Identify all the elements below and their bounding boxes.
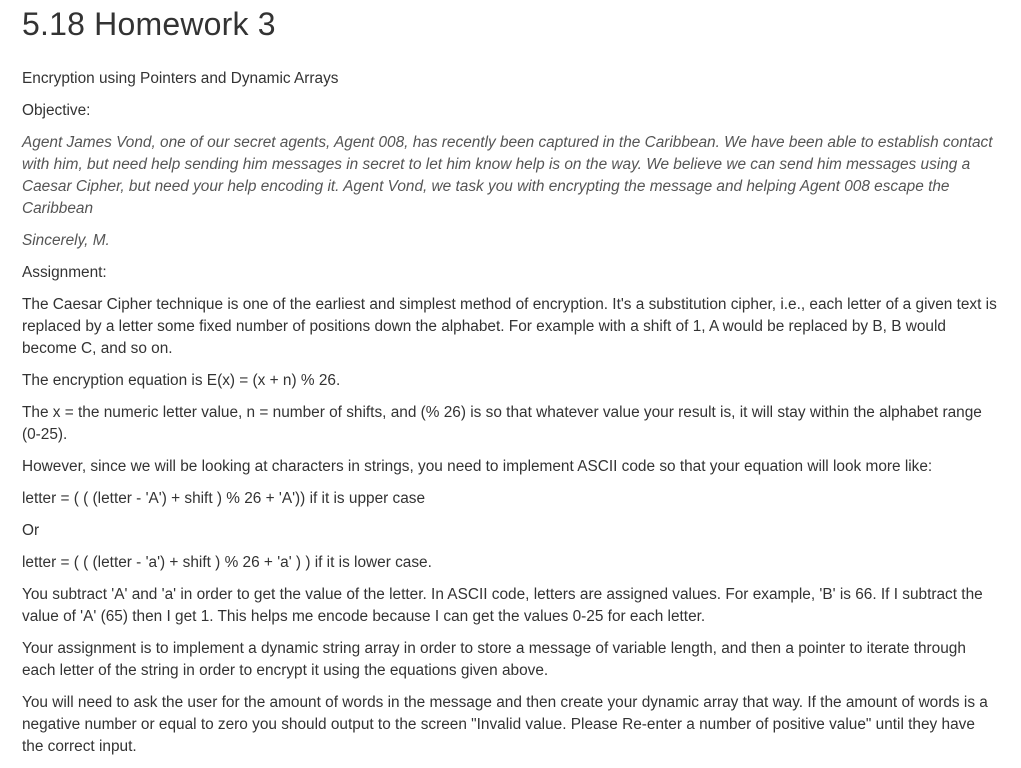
paragraph-uppercase-formula: letter = ( ( (letter - 'A') + shift ) % 26 + 'A')) if it is upper case — [22, 490, 426, 507]
subtitle: Encryption using Pointers and Dynamic Arrays — [22, 70, 339, 87]
paragraph-equation: The encryption equation is E(x) = (x + n) % 26. — [22, 372, 341, 389]
paragraph-ascii-explanation: You subtract 'A' and 'a' in order to get the value of the letter. In ASCII code, letters are assigned values. For example, 'B' is 66. If I subtract the value of 'A' (65) then I get 1. This helps me encode because I can get the values 0-25 for each letter. — [22, 586, 983, 625]
paragraph-caesar-intro: The Caesar Cipher technique is one of the earliest and simplest method of encryption. It's a substitution cipher, i.e., each letter of a given text is replaced by a letter some fixed number of positions down the alphabet. For example with a shift of 1, A would be replaced by B, B would become C, and so on. — [22, 296, 997, 357]
assignment-label: Assignment: — [22, 264, 107, 281]
signature: Sincerely, M. — [22, 232, 110, 249]
page-title: 5.18 Homework 3 — [22, 6, 276, 42]
objective-text: Agent James Vond, one of our secret agents, Agent 008, has recently been captured in the Caribbean. We have been able to establish contact with him, but need help sending him messages in secret to let him know help is on the way. We believe we can send him messages using a Caesar Cipher, but need your help encoding it. Agent Vond, we task you with encrypting the message and helping Agent 008 escape the Caribbean — [22, 134, 993, 217]
homework-content — [22, 68, 997, 768]
paragraph-ascii-intro: However, since we will be looking at characters in strings, you need to implement ASCII code so that your equation will look more like: — [22, 458, 933, 475]
paragraph-input-validation: You will need to ask the user for the amount of words in the message and then create your dynamic array that way. If the amount of words is a negative number or equal to zero you should output to the screen "Invalid value. Please Re-enter a number of positive value" until they have the correct input. — [22, 694, 988, 755]
paragraph-or: Or — [22, 522, 40, 539]
paragraph-lowercase-formula: letter = ( ( (letter - 'a') + shift ) % 26 + 'a' ) ) if it is lower case. — [22, 554, 432, 571]
objective-label: Objective: — [22, 102, 91, 119]
paragraph-assignment-task: Your assignment is to implement a dynamic string array in order to store a message of variable length, and then a pointer to iterate through each letter of the string in order to encrypt it using the equations given above. — [22, 640, 966, 679]
paragraph-variables: The x = the numeric letter value, n = number of shifts, and (% 26) is so that whatever value your result is, it will stay within the alphabet range (0-25). — [22, 404, 982, 443]
